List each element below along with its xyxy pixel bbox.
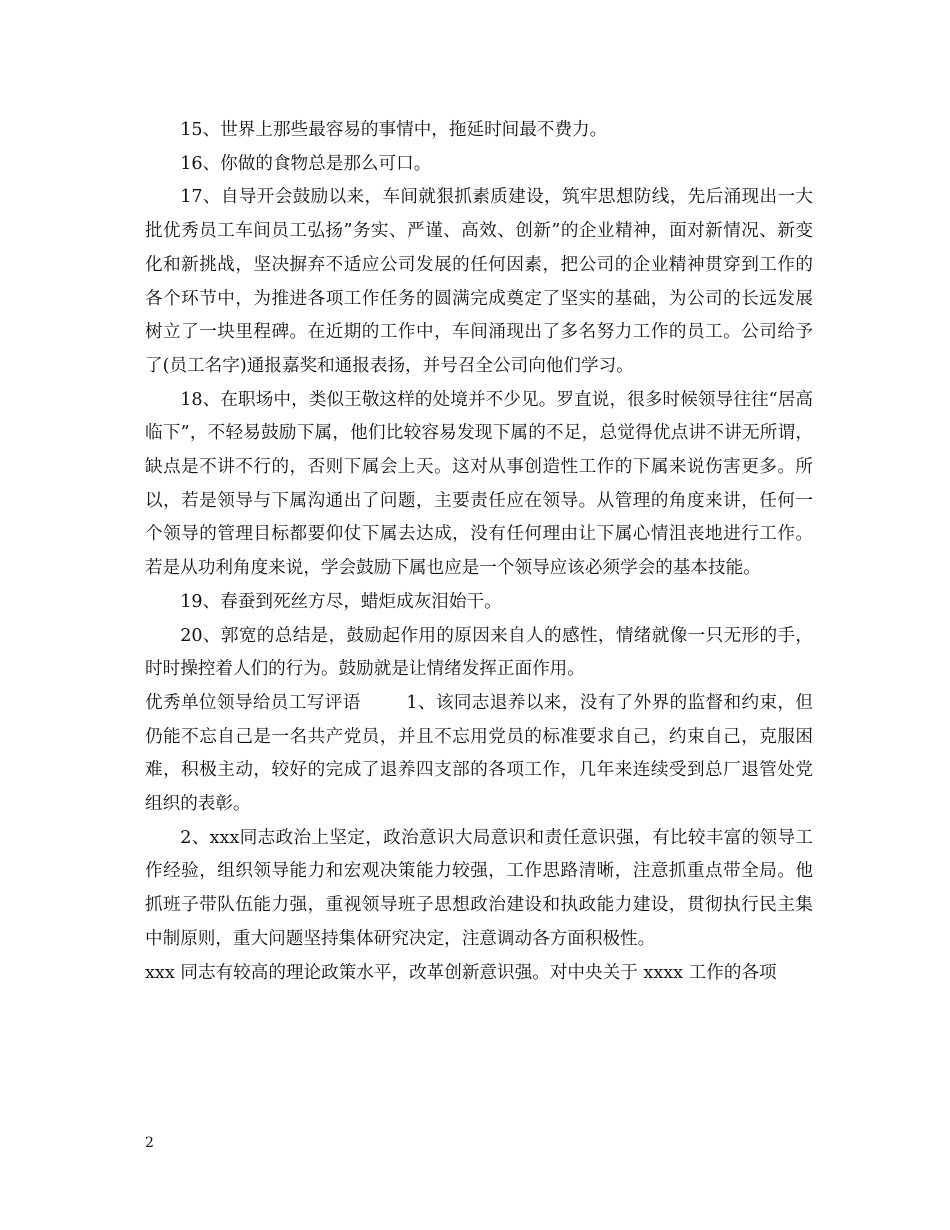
paragraph-continuation: xxx 同志有较高的理论政策水平，改革创新意识强。对中央关于 xxxx 工作的各项 — [145, 962, 777, 983]
section-paragraph — [145, 687, 813, 822]
paragraph-17: 17、自导开会鼓励以来，车间就狠抓素质建设，筑牢思想防线，先后涌现出一大批优秀员工车间员工弘扬”务实、严谨、高效、创新”的企业精神，面对新情况、新变化和新挑战，坚决摒弃不适应公司发展的任何因素，把公司的企业精神贯穿到工作的各个环节中，为推进各项工作任务的圆满完成奠定了坚实的基础，为公司的长远发展树立了一块里程碑。在近期的工作中，车间涌现出了多名努力工作的员工。公司给予了(员工名字)通报嘉奖和通报表扬，并号召全公司向他们学习。 — [145, 187, 813, 376]
paragraph-18: 18、在职场中，类似王敬这样的处境并不少见。罗直说，很多时候领导往往“居高临下”，不轻易鼓励下属，他们比较容易发现下属的不足，总觉得优点讲不讲无所谓，缺点是不讲不行的，否则下属会上天。这对从事创造性工作的下属来说伤害更多。所以，若是领导与下属沟通出了问题，主要责任应在领导。从管理的角度来讲，任何一个领导的管理目标都要仰仗下属去达成，没有任何理由让下属心情沮丧地进行工作。若是从功利角度来说，学会鼓励下属也应是一个领导应该必须学会的基本技能。 — [145, 389, 813, 579]
section-heading: 优秀单位领导给员工写评语 — [145, 692, 361, 713]
paragraph-15: 15、世界上那些最容易的事情中，拖延时间最不费力。 — [180, 120, 608, 140]
page-number: 2 — [145, 1135, 154, 1151]
paragraph-item-2: 2、xxx同志政治上坚定，政治意识大局意识和责任意识强，有比较丰富的领导工作经验，组织领导能力和宏观决策能力较强，工作思路清晰，注意抓重点带全局。他抓班子带队伍能力强，重视领导班子思想政治建设和执政能力建设，贯彻执行民主集中制原则，重大问题坚持集体研究决定，注意调动各方面积极性。 — [145, 827, 813, 949]
body-text — [145, 114, 813, 990]
paragraph-16: 16、你做的食物总是那么可口。 — [180, 153, 432, 174]
section-first-item: 1、该同志退养以来，没有了外界的监督和约束，但仍能不忘自己是一名共产党员，并且不忘用党员的标准要求自己，约束自己，克服困难，积极主动，较好的完成了退养四支部的各项工作，几年来连续受到总厂退管处党组织的表彰。 — [145, 692, 813, 815]
paragraph-20: 20、郭宽的总结是，鼓励起作用的原因来自人的感性，情绪就像一只无形的手，时时操控着人们的行为。鼓励就是让情绪发挥正面作用。 — [145, 625, 813, 680]
paragraph-19: 19、春蚕到死丝方尽，蜡炬成灰泪始干。 — [180, 591, 502, 612]
